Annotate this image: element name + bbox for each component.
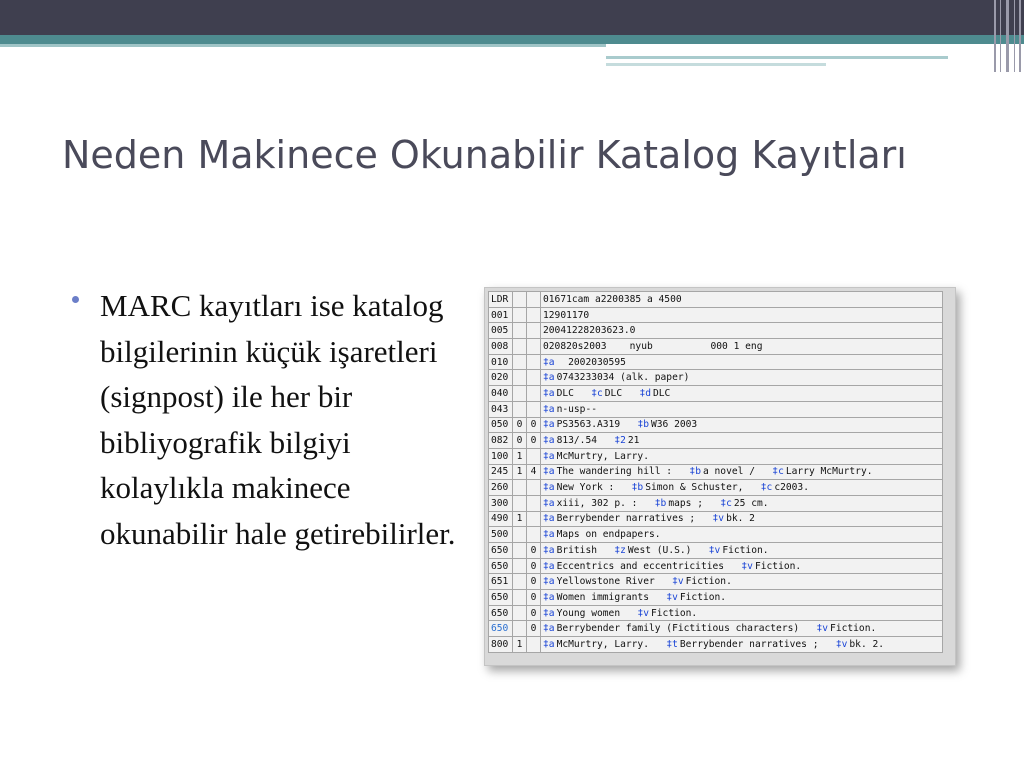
- marc-field-data: [541, 637, 943, 653]
- marc-subfield-code: ‡v: [741, 560, 753, 572]
- marc-subfield-text: 813/.54: [556, 435, 615, 447]
- marc-subfield-code: ‡v: [835, 638, 848, 650]
- marc-field-data: [541, 558, 943, 574]
- marc-field-data: [541, 527, 943, 543]
- marc-subfield-text: Fiction.: [685, 576, 732, 588]
- marc-subfield-text: Berrybender narratives ;: [679, 638, 836, 650]
- marc-subfield-text: bk. 2.: [849, 638, 885, 650]
- marc-subfield-text: 01671cam a2200385 a 4500: [543, 293, 682, 305]
- marc-field-data: [541, 292, 943, 308]
- marc-ind2: 0: [527, 433, 541, 449]
- marc-ind2: 0: [527, 558, 541, 574]
- marc-field-data: [541, 417, 943, 433]
- marc-row: [489, 354, 943, 370]
- marc-subfield-code: ‡v: [816, 623, 829, 635]
- marc-field-data: [541, 370, 943, 386]
- marc-tag: 245: [489, 464, 513, 480]
- marc-subfield-code: ‡a: [543, 591, 555, 603]
- marc-subfield-text: xiii, 302 p. :: [556, 497, 655, 509]
- marc-subfield-text: Fiction.: [754, 560, 802, 572]
- marc-field-data: [541, 448, 943, 464]
- marc-ind1: [513, 527, 527, 543]
- marc-subfield-text: 12901170: [543, 309, 590, 321]
- marc-subfield-text: Larry McMurtry.: [785, 466, 873, 478]
- marc-subfield-code: ‡v: [666, 591, 678, 603]
- marc-row: [489, 307, 943, 323]
- marc-ind1: [513, 543, 527, 559]
- marc-ind2: [527, 339, 541, 355]
- header-accent-line-1: [606, 56, 948, 59]
- marc-ind1: [513, 621, 527, 637]
- marc-ind2: 0: [527, 621, 541, 637]
- marc-subfield-text: Women immigrants: [556, 591, 667, 603]
- marc-ind1: 1: [513, 511, 527, 527]
- marc-ind1: 1: [513, 464, 527, 480]
- marc-ind1: 0: [513, 417, 527, 433]
- marc-ind2: [527, 354, 541, 370]
- marc-ind2: [527, 401, 541, 417]
- bullet-list: [72, 283, 467, 556]
- marc-row: [489, 401, 943, 417]
- marc-row: [489, 292, 943, 308]
- marc-ind2: [527, 386, 541, 402]
- marc-subfield-text: West (U.S.): [627, 544, 709, 556]
- marc-row: [489, 370, 943, 386]
- slide-title: Neden Makinece Okunabilir Katalog Kayıtları: [62, 133, 907, 177]
- marc-subfield-text: Fiction.: [679, 591, 727, 603]
- marc-ind1: [513, 386, 527, 402]
- marc-ind2: [527, 495, 541, 511]
- marc-subfield-code: ‡a: [543, 497, 555, 509]
- marc-subfield-code: ‡a: [543, 513, 555, 525]
- marc-row: [489, 621, 943, 637]
- marc-subfield-code: ‡c: [772, 466, 784, 478]
- marc-subfield-code: ‡z: [614, 544, 626, 556]
- marc-tag: 050: [489, 417, 513, 433]
- marc-ind1: [513, 354, 527, 370]
- marc-ind2: 0: [527, 417, 541, 433]
- marc-ind1: [513, 292, 527, 308]
- header-bar: [0, 0, 1024, 35]
- marc-ind1: 1: [513, 448, 527, 464]
- marc-field-data: [541, 433, 943, 449]
- header-vertical-lines: [990, 0, 1024, 72]
- marc-subfield-code: ‡a: [543, 560, 555, 572]
- marc-subfield-text: British: [556, 544, 615, 556]
- marc-subfield-code: ‡a: [543, 544, 555, 556]
- marc-tag: 490: [489, 511, 513, 527]
- marc-field-data: [541, 605, 943, 621]
- marc-tag: 650: [489, 605, 513, 621]
- bullet-text: MARC kayıtları ise katalog bilgilerinin küçük işaretleri (signpost) ile her bir bibliyografik bilgiyi kolaylıkla makinece okunabilir hale getirebilirler.: [100, 288, 456, 551]
- marc-ind2: [527, 370, 541, 386]
- marc-ind1: 0: [513, 433, 527, 449]
- marc-subfield-code: ‡a: [543, 638, 555, 650]
- marc-tag: 260: [489, 480, 513, 496]
- marc-field-data: [541, 590, 943, 606]
- marc-subfield-text: Maps on endpapers.: [556, 529, 661, 541]
- marc-field-data: [541, 323, 943, 339]
- marc-subfield-text: 020820s2003 nyub 000 1 eng: [543, 340, 763, 352]
- marc-field-data: [541, 511, 943, 527]
- marc-subfield-code: ‡a: [543, 403, 555, 415]
- marc-record-table: [488, 291, 943, 653]
- marc-subfield-code: ‡c: [760, 482, 773, 494]
- marc-subfield-text: McMurtry, Larry.: [556, 638, 667, 650]
- marc-subfield-code: ‡a: [543, 419, 555, 431]
- marc-subfield-text: New York :: [556, 482, 632, 494]
- marc-ind2: [527, 527, 541, 543]
- marc-subfield-text: Berrybender family (Fictitious characters): [556, 623, 817, 635]
- marc-subfield-text: Simon & Schuster,: [645, 482, 761, 494]
- marc-row: [489, 637, 943, 653]
- marc-subfield-text: DLC: [556, 387, 592, 399]
- marc-subfield-code: ‡a: [543, 466, 555, 478]
- marc-subfield-code: ‡2: [614, 435, 626, 447]
- marc-subfield-text: Eccentrics and eccentricities: [556, 560, 742, 572]
- marc-subfield-text: 0743233034 (alk. paper): [556, 372, 690, 384]
- marc-ind1: 1: [513, 637, 527, 653]
- marc-ind2: 0: [527, 605, 541, 621]
- marc-tag: 800: [489, 637, 513, 653]
- marc-ind2: [527, 637, 541, 653]
- marc-ind1: [513, 558, 527, 574]
- marc-ind1: [513, 574, 527, 590]
- marc-subfield-code: ‡b: [654, 497, 667, 509]
- marc-ind2: 4: [527, 464, 541, 480]
- marc-field-data: [541, 543, 943, 559]
- marc-row: [489, 511, 943, 527]
- marc-subfield-code: ‡v: [672, 576, 684, 588]
- marc-field-data: [541, 621, 943, 637]
- marc-tag: 005: [489, 323, 513, 339]
- marc-row: [489, 480, 943, 496]
- marc-ind2: 0: [527, 590, 541, 606]
- marc-ind1: [513, 495, 527, 511]
- marc-subfield-code: ‡b: [631, 482, 644, 494]
- marc-subfield-code: ‡t: [666, 638, 678, 650]
- header-accent-line-2: [606, 63, 826, 66]
- marc-tag: 001: [489, 307, 513, 323]
- marc-ind2: [527, 323, 541, 339]
- marc-subfield-code: ‡a: [543, 372, 555, 384]
- marc-tag: 040: [489, 386, 513, 402]
- marc-field-data: [541, 307, 943, 323]
- marc-subfield-text: Fiction.: [830, 623, 877, 635]
- marc-subfield-code: ‡a: [543, 356, 555, 368]
- marc-field-data: [541, 354, 943, 370]
- marc-field-data: [541, 386, 943, 402]
- marc-row: [489, 558, 943, 574]
- marc-subfield-code: ‡a: [543, 607, 555, 619]
- marc-subfield-text: c2003.: [774, 482, 809, 494]
- marc-tag: 082: [489, 433, 513, 449]
- marc-ind1: [513, 590, 527, 606]
- marc-tag: 100: [489, 448, 513, 464]
- marc-ind1: [513, 339, 527, 355]
- marc-row: [489, 543, 943, 559]
- marc-subfield-code: ‡a: [543, 529, 555, 541]
- marc-ind1: [513, 605, 527, 621]
- header-accent-line: [0, 44, 610, 47]
- marc-subfield-text: 25 cm.: [733, 497, 769, 509]
- marc-subfield-code: ‡a: [543, 450, 555, 462]
- marc-subfield-text: DLC: [653, 387, 671, 399]
- marc-field-data: [541, 480, 943, 496]
- marc-field-data: [541, 339, 943, 355]
- marc-subfield-text: maps ;: [668, 497, 721, 509]
- marc-row: [489, 417, 943, 433]
- marc-ind2: [527, 480, 541, 496]
- marc-field-data: [541, 401, 943, 417]
- marc-subfield-text: 20041228203623.0: [543, 325, 636, 337]
- marc-subfield-code: ‡a: [543, 623, 555, 635]
- marc-subfield-code: ‡c: [591, 387, 603, 399]
- marc-row: [489, 339, 943, 355]
- marc-subfield-text: n-usp--: [556, 403, 597, 415]
- marc-row: [489, 495, 943, 511]
- marc-ind2: [527, 292, 541, 308]
- marc-ind1: [513, 370, 527, 386]
- marc-tag: 043: [489, 401, 513, 417]
- marc-subfield-text: Yellowstone River: [556, 576, 673, 588]
- marc-subfield-text: McMurtry, Larry.: [556, 450, 649, 462]
- marc-ind2: [527, 511, 541, 527]
- marc-subfield-text: The wandering hill :: [556, 466, 690, 478]
- marc-tag: 020: [489, 370, 513, 386]
- marc-tag: 010: [489, 354, 513, 370]
- marc-subfield-text: bk. 2: [726, 513, 755, 525]
- marc-tag: 651: [489, 574, 513, 590]
- marc-row: [489, 433, 943, 449]
- marc-row: [489, 464, 943, 480]
- marc-subfield-code: ‡a: [543, 435, 555, 447]
- marc-subfield-text: W36 2003: [651, 419, 698, 431]
- marc-tag: 650: [489, 621, 513, 637]
- marc-row: [489, 386, 943, 402]
- marc-subfield-code: ‡b: [689, 466, 701, 478]
- marc-subfield-text: PS3563.A319: [556, 419, 638, 431]
- marc-field-data: [541, 574, 943, 590]
- marc-tag: 650: [489, 558, 513, 574]
- marc-subfield-text: a novel /: [702, 466, 773, 478]
- marc-subfield-code: ‡d: [639, 387, 651, 399]
- marc-subfield-code: ‡v: [712, 513, 725, 525]
- bullet-dot-icon: [72, 296, 79, 303]
- marc-ind1: [513, 323, 527, 339]
- marc-ind1: [513, 480, 527, 496]
- marc-subfield-code: ‡a: [543, 576, 555, 588]
- marc-subfield-code: ‡v: [637, 607, 649, 619]
- marc-subfield-text: Fiction.: [651, 607, 698, 619]
- marc-subfield-text: 21: [627, 435, 640, 447]
- marc-ind2: [527, 448, 541, 464]
- marc-tag: 500: [489, 527, 513, 543]
- marc-field-data: [541, 495, 943, 511]
- marc-row: [489, 323, 943, 339]
- marc-record-image: [484, 287, 956, 666]
- marc-row: [489, 590, 943, 606]
- marc-subfield-text: 2002030595: [556, 356, 626, 368]
- marc-subfield-code: ‡c: [720, 497, 732, 509]
- marc-subfield-text: Berrybender narratives ;: [556, 513, 713, 525]
- marc-subfield-code: ‡a: [543, 482, 555, 494]
- marc-tag: 008: [489, 339, 513, 355]
- marc-ind2: 0: [527, 543, 541, 559]
- marc-tag: 650: [489, 590, 513, 606]
- marc-ind1: [513, 401, 527, 417]
- marc-row: [489, 527, 943, 543]
- marc-row: [489, 605, 943, 621]
- marc-subfield-code: ‡b: [637, 419, 649, 431]
- marc-ind2: [527, 307, 541, 323]
- marc-row: [489, 448, 943, 464]
- marc-ind2: 0: [527, 574, 541, 590]
- header-accent-band: [0, 35, 1024, 44]
- marc-tag: 650: [489, 543, 513, 559]
- marc-subfield-code: ‡a: [543, 387, 555, 399]
- marc-field-data: [541, 464, 943, 480]
- marc-subfield-text: DLC: [604, 387, 640, 399]
- marc-tag: LDR: [489, 292, 513, 308]
- marc-subfield-code: ‡v: [708, 544, 721, 556]
- marc-ind1: [513, 307, 527, 323]
- marc-tag: 300: [489, 495, 513, 511]
- marc-subfield-text: Fiction.: [722, 544, 769, 556]
- marc-subfield-text: Young women: [556, 607, 638, 619]
- marc-row: [489, 574, 943, 590]
